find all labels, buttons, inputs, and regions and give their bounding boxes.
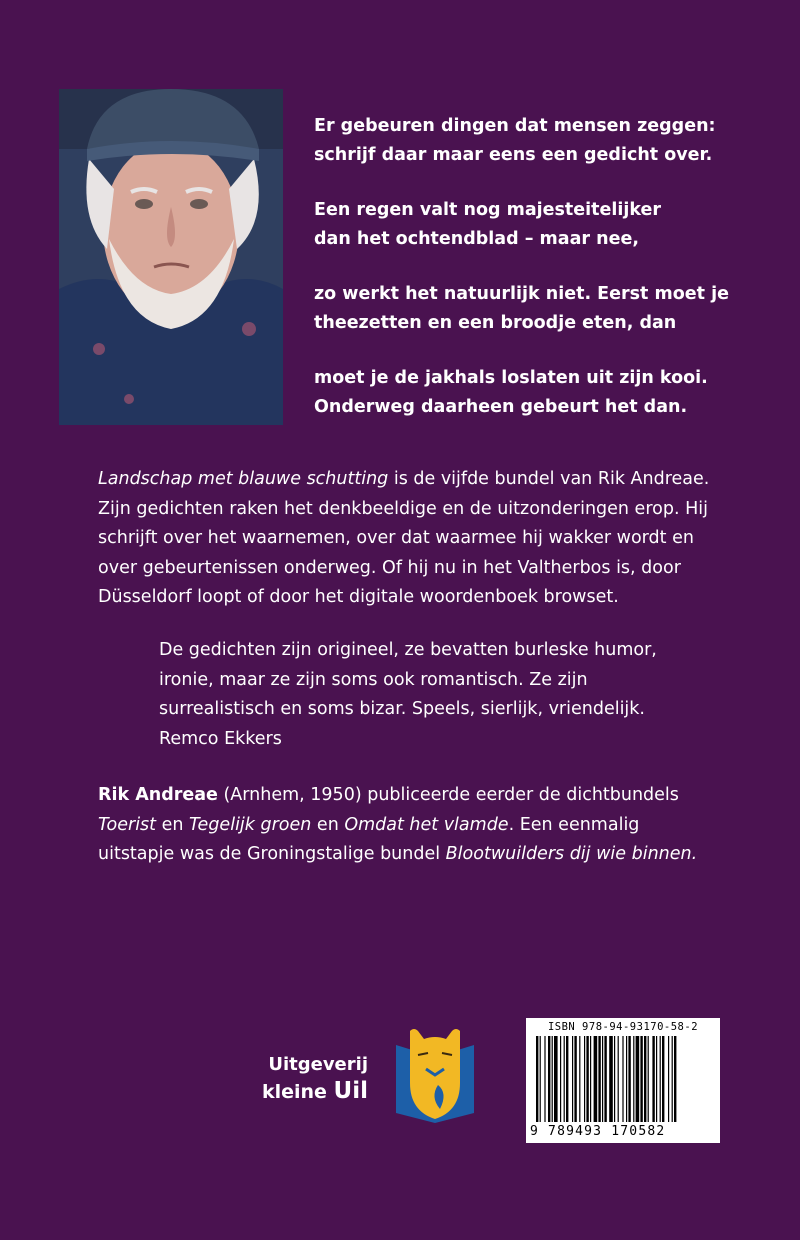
barcode-bar: [554, 1036, 558, 1122]
barcode-bar: [640, 1036, 642, 1122]
owl-logo-icon: [390, 1025, 480, 1129]
bio-line: [98, 781, 738, 811]
barcode-bar: [668, 1036, 669, 1122]
description-line: over gebeurtenissen onderweg. Of hij nu in het Valtherbos is, door: [98, 557, 681, 578]
poem-stanza: [314, 196, 754, 254]
publisher-word: Uil: [333, 1078, 368, 1104]
barcode-bar: [614, 1036, 615, 1122]
quote-line: surrealistisch en soms bizar. Speels, sierlijk, vriendelijk.: [159, 699, 645, 719]
barcode-bar: [552, 1036, 553, 1122]
poem-stanza: [314, 280, 754, 338]
quote-line: ironie, maar ze zijn soms ook romantisch. Ze zijn: [159, 669, 588, 690]
isbn-barcode: [526, 1018, 720, 1143]
barcode-bar: [564, 1036, 565, 1122]
description-text: is de vijfde bundel van Rik Andreae.: [388, 469, 710, 489]
poem-stanza: [314, 112, 754, 170]
bio-text: . Een eenmalig: [508, 814, 640, 835]
publisher-line: Uitgeverij: [268, 1054, 368, 1075]
barcode-digits: 9 789493 170582: [530, 1124, 666, 1139]
author-bio: [98, 781, 738, 870]
description-line: schrijft over het waarnemen, over dat waarmee hij wakker wordt en: [98, 528, 694, 548]
barcode-bar: [622, 1036, 623, 1122]
poem-line: Er gebeuren dingen dat mensen zeggen:: [314, 116, 716, 136]
barcode-bar: [656, 1036, 657, 1122]
publisher-name: [240, 1051, 368, 1106]
book-title: Tegelijk groen: [189, 814, 312, 835]
barcode-bar: [648, 1036, 649, 1122]
barcode-bar: [584, 1036, 585, 1122]
author-photo: [59, 89, 283, 425]
bio-text: uitstapje was de Groningstalige bundel: [98, 844, 446, 864]
book-title: Blootwuilders dij wie binnen.: [445, 844, 698, 864]
quote-line: De gedichten zijn origineel, ze bevatten burleske humor,: [159, 640, 657, 660]
barcode-bar: [544, 1036, 545, 1122]
poem: [314, 112, 754, 448]
barcode-bar: [672, 1036, 673, 1122]
barcode-bar: [560, 1036, 561, 1122]
book-description: [98, 465, 738, 613]
bio-text: (Arnhem, 1950) publiceerde eerder de dichtbundels: [217, 785, 679, 805]
poem-line: theezetten en een broodje eten, dan: [314, 313, 677, 333]
quote-author: Remco Ekkers: [159, 728, 282, 749]
barcode-bar: [626, 1036, 627, 1122]
barcode-bar: [609, 1036, 613, 1122]
barcode-bar: [618, 1036, 619, 1122]
book-title: Omdat het vlamde: [344, 814, 509, 835]
poem-line: moet je de jakhals loslaten uit zijn kooi.: [314, 368, 708, 388]
barcode-bar: [548, 1036, 550, 1122]
bio-text: en: [311, 814, 345, 835]
barcode-bars: [534, 1036, 712, 1124]
barcode-bar: [662, 1036, 664, 1122]
barcode-bar: [598, 1036, 600, 1122]
barcode-bar: [566, 1036, 568, 1122]
bio-text: en: [156, 814, 190, 835]
poem-line: Onderweg daarheen gebeurt het dan.: [314, 397, 688, 417]
barcode-bar: [574, 1036, 576, 1122]
book-title: Landschap met blauwe schutting: [98, 469, 389, 489]
description-line: Düsseldorf loopt of door het digitale woordenboek browset.: [98, 587, 619, 607]
poem-line: zo werkt het natuurlijk niet. Eerst moet je: [314, 284, 729, 304]
barcode-bar: [633, 1036, 634, 1122]
barcode-bar: [644, 1036, 646, 1122]
barcode-bar: [674, 1036, 676, 1122]
description-line: Zijn gedichten raken het denkbeeldige en de uitzonderingen erop. Hij: [98, 498, 708, 519]
barcode-bar: [579, 1036, 580, 1122]
publisher-word: kleine: [261, 1081, 334, 1103]
barcode-bar: [594, 1036, 598, 1122]
barcode-bar: [652, 1036, 654, 1122]
barcode-bar: [540, 1036, 541, 1122]
isbn-label: ISBN 978-94-93170-58-2: [547, 1021, 699, 1033]
author-name: Rik Andreae: [98, 785, 218, 805]
book-title: Toerist: [98, 814, 157, 835]
barcode-bar: [660, 1036, 661, 1122]
description-line: [98, 465, 738, 495]
barcode-bar: [636, 1036, 640, 1122]
barcode-bar: [628, 1036, 630, 1122]
barcode-bar: [586, 1036, 588, 1122]
bio-line: [98, 811, 738, 841]
review-quote: [159, 636, 799, 754]
publisher-line: [240, 1078, 368, 1106]
barcode-bar: [572, 1036, 573, 1122]
poem-line: dan het ochtendblad – maar nee,: [314, 229, 639, 249]
poem-line: schrijf daar maar eens een gedicht over.: [314, 145, 713, 165]
poem-stanza: [314, 364, 754, 422]
barcode-bar: [536, 1036, 538, 1122]
bio-line: [98, 840, 738, 870]
poem-line: Een regen valt nog majesteitelijker: [314, 200, 662, 220]
barcode-bar: [590, 1036, 591, 1122]
barcode-bar: [604, 1036, 606, 1122]
barcode-bar: [602, 1036, 603, 1122]
